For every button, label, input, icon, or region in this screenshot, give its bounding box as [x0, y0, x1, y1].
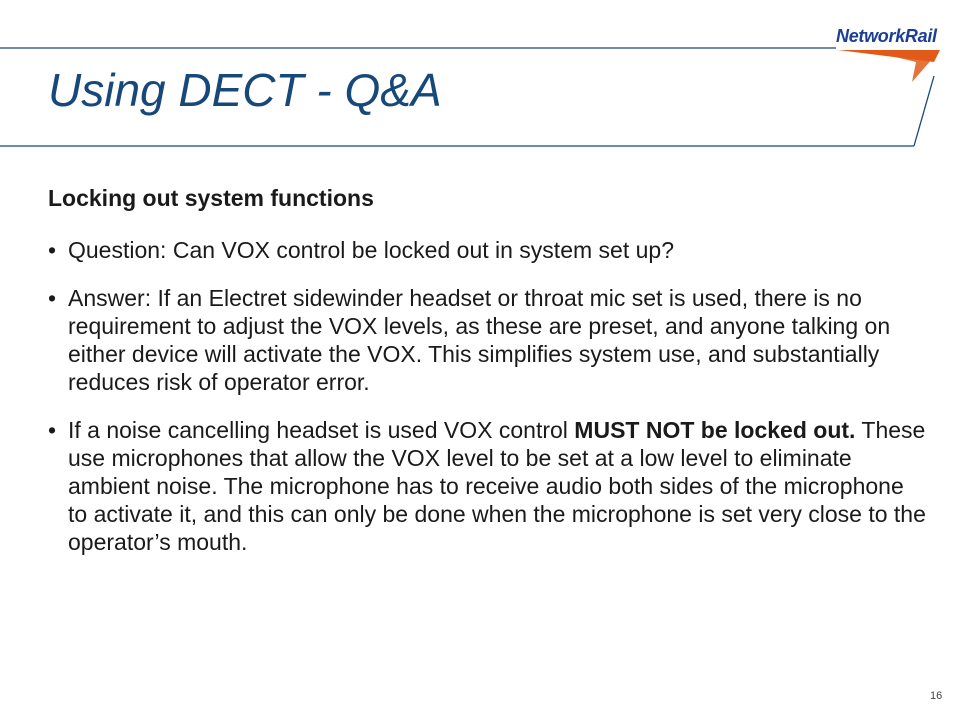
logo-swoosh-icon	[836, 44, 946, 84]
bullet-noise-cancelling	[48, 416, 928, 556]
bullet-text-after: These use microphones that allow the VOX level to be set at a low level to eliminate ambient noise. The microphone has to receive audio both sides of the microphone to activate it, and this can only be done when the microphone is set very close to the operator’s mouth.	[68, 417, 926, 555]
bullet-marker: •	[48, 417, 57, 443]
bullet-list	[48, 236, 928, 556]
bullet-text-before: If a noise cancelling headset is used VOX control	[68, 417, 575, 443]
slide-content	[48, 182, 928, 576]
bullet-text: Question: Can VOX control be locked out in system set up?	[68, 237, 674, 263]
section-heading: Locking out system functions	[48, 185, 374, 211]
bullet-text: Answer: If an Electret sidewinder headset or throat mic set is used, there is no requirement to adjust the VOX levels, as these are preset, and anyone talking on either device will activate the VOX. This simplifies system use, and substantially reduces risk of operator error.	[68, 285, 891, 395]
page-number: 16	[930, 690, 943, 702]
frame-right-slant-line	[914, 76, 934, 146]
bullet-answer	[48, 284, 928, 396]
slide-title: Using DECT - Q&A	[48, 64, 442, 116]
bullet-marker: •	[48, 237, 57, 263]
bullet-text-emphasis: MUST NOT be locked out.	[574, 417, 856, 443]
logo-wordmark: NetworkRail	[836, 26, 937, 46]
network-rail-logo	[836, 26, 946, 86]
bullet-question	[48, 236, 928, 264]
bullet-marker: •	[48, 285, 57, 311]
